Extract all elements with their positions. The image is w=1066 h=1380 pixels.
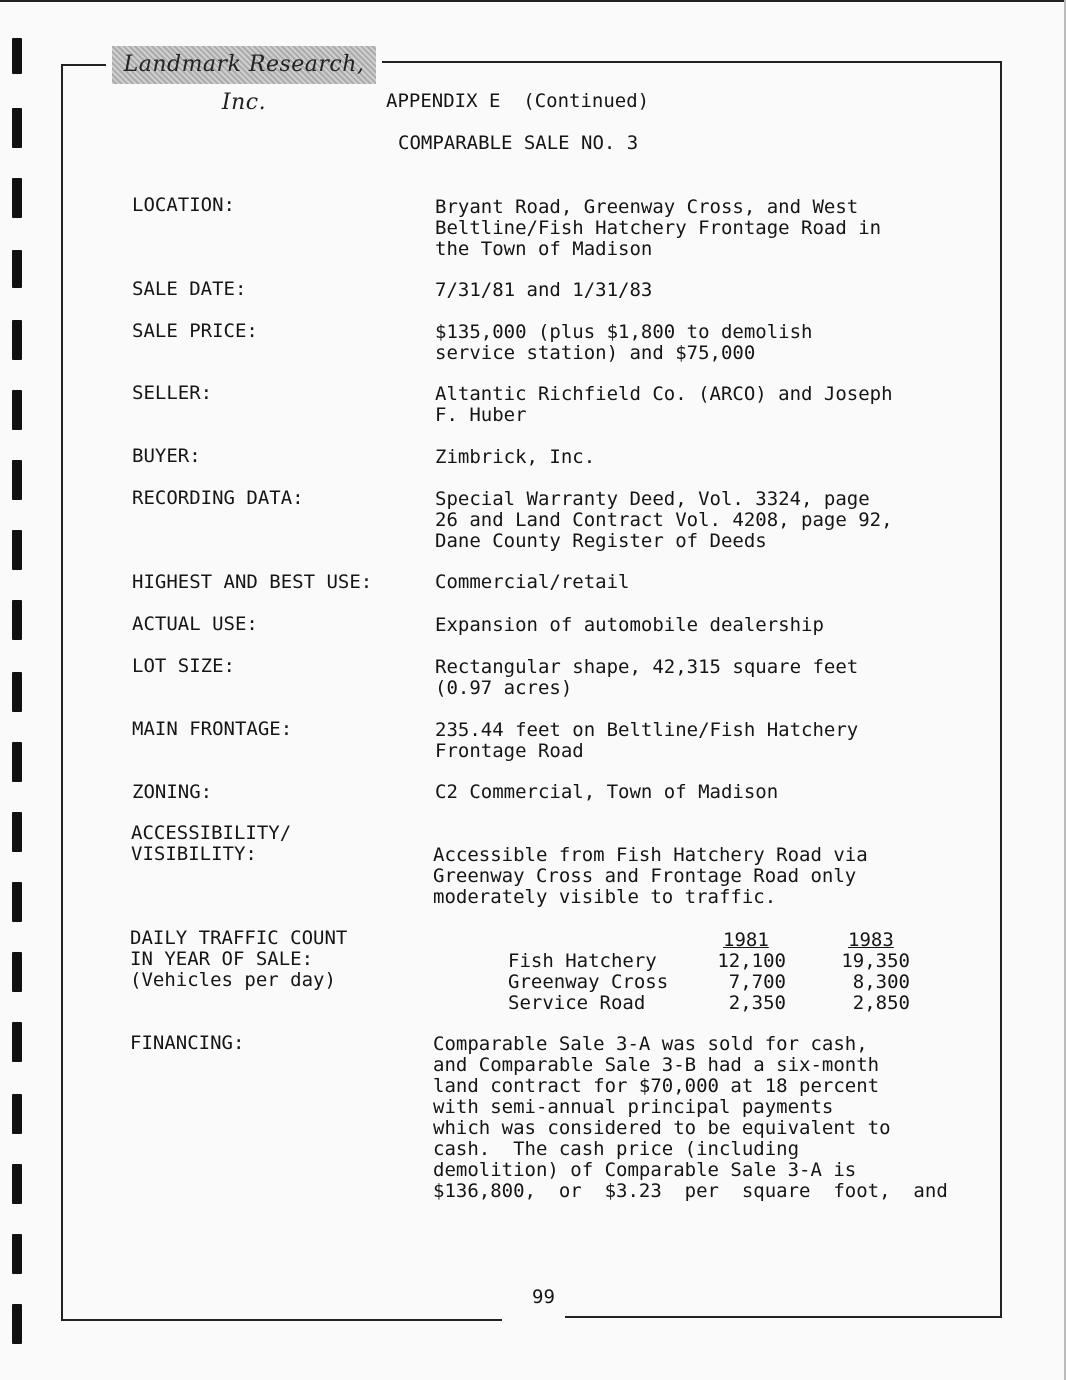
binder-mark [12,1304,22,1344]
page-top-edge [0,0,1066,2]
zoning-label: ZONING: [132,781,213,803]
highest-best-use-label: HIGHEST AND BEST USE: [132,571,373,593]
binder-mark [12,882,22,922]
binder-mark [12,672,22,712]
binder-mark [12,320,22,360]
actual-use-label: ACTUAL USE: [132,613,258,635]
traffic-road-name: Service Road [508,992,646,1014]
seller-value: Altantic Richfield Co. (ARCO) and Joseph F. Huber [435,383,893,426]
main-frontage-value: 235.44 feet on Beltline/Fish Hatchery Frontage Road [435,719,859,762]
binder-mark [12,1094,22,1134]
zoning-value: C2 Commercial, Town of Madison [435,781,779,803]
traffic-year-1983: 1983 [848,929,894,951]
traffic-count-1981: 2,350 [728,992,786,1014]
binder-mark [12,812,22,852]
binder-mark [12,1164,22,1204]
frame-border [61,1319,502,1321]
financing-label: FINANCING: [130,1032,245,1054]
traffic-road-name: Greenway Cross [508,971,669,993]
accessibility-value: Accessible from Fish Hatchery Road via Greenway Cross and Frontage Road only moderately visible to traffic. [433,844,868,908]
frame-border [1000,61,1002,1318]
page-number: 99 [532,1286,555,1308]
binder-mark [12,38,22,74]
binder-mark [12,390,22,430]
binder-mark [12,530,22,570]
appendix-heading: APPENDIX E (Continued) [386,90,650,112]
frame-border [565,1316,1002,1318]
traffic-label: DAILY TRAFFIC COUNT IN YEAR OF SALE: (Vehicles per day) [130,927,348,991]
financing-value: Comparable Sale 3-A was sold for cash, and Comparable Sale 3-B had a six-month land contract for $70,000 at 18 percent with semi-annual principal payments which was considered to be equivalent to cash. The cash price (including demolition) of Comparable Sale 3-A is $136,800, or $3.23 per square foot, and [433,1033,948,1202]
frame-border [61,64,63,1321]
binder-mark [12,1022,22,1062]
lot-size-label: LOT SIZE: [132,655,235,677]
binder-mark [12,108,22,148]
sale-date-value: 7/31/81 and 1/31/83 [435,279,653,301]
location-value: Bryant Road, Greenway Cross, and West Beltline/Fish Hatchery Frontage Road in the Town of Madison [435,196,882,260]
location-label: LOCATION: [132,194,235,216]
main-frontage-label: MAIN FRONTAGE: [132,718,293,740]
traffic-road-name: Fish Hatchery [508,950,657,972]
traffic-count-1983: 2,850 [852,992,910,1014]
buyer-value: Zimbrick, Inc. [435,446,596,468]
binder-mark [12,178,22,218]
binder-mark [12,600,22,640]
traffic-count-1981: 7,700 [728,971,786,993]
accessibility-label: ACCESSIBILITY/ VISIBILITY: [131,822,292,865]
actual-use-value: Expansion of automobile dealership [435,614,824,636]
binder-mark [12,460,22,500]
sale-date-label: SALE DATE: [132,278,247,300]
highest-best-use-value: Commercial/retail [435,571,630,593]
frame-border [382,61,1002,63]
binder-mark [12,1234,22,1274]
traffic-year-1981: 1981 [723,929,769,951]
frame-border [62,64,106,66]
traffic-count-1983: 8,300 [852,971,910,993]
binder-mark [12,952,22,992]
binder-mark [12,742,22,782]
sale-price-label: SALE PRICE: [132,320,258,342]
traffic-count-1981: 12,100 [717,950,786,972]
recording-data-value: Special Warranty Deed, Vol. 3324, page 26 and Land Contract Vol. 4208, page 92, Dane County Register of Deeds [435,488,893,552]
binder-mark [12,250,22,288]
sale-price-value: $135,000 (plus $1,800 to demolish service station) and $75,000 [435,321,813,364]
recording-data-label: RECORDING DATA: [132,487,304,509]
lot-size-value: Rectangular shape, 42,315 square feet (0.97 acres) [435,656,859,699]
seller-label: SELLER: [132,382,213,404]
traffic-count-1983: 19,350 [841,950,910,972]
company-logo: Landmark Research, Inc. [112,46,376,84]
page-title: COMPARABLE SALE NO. 3 [398,132,639,154]
buyer-label: BUYER: [132,445,201,467]
